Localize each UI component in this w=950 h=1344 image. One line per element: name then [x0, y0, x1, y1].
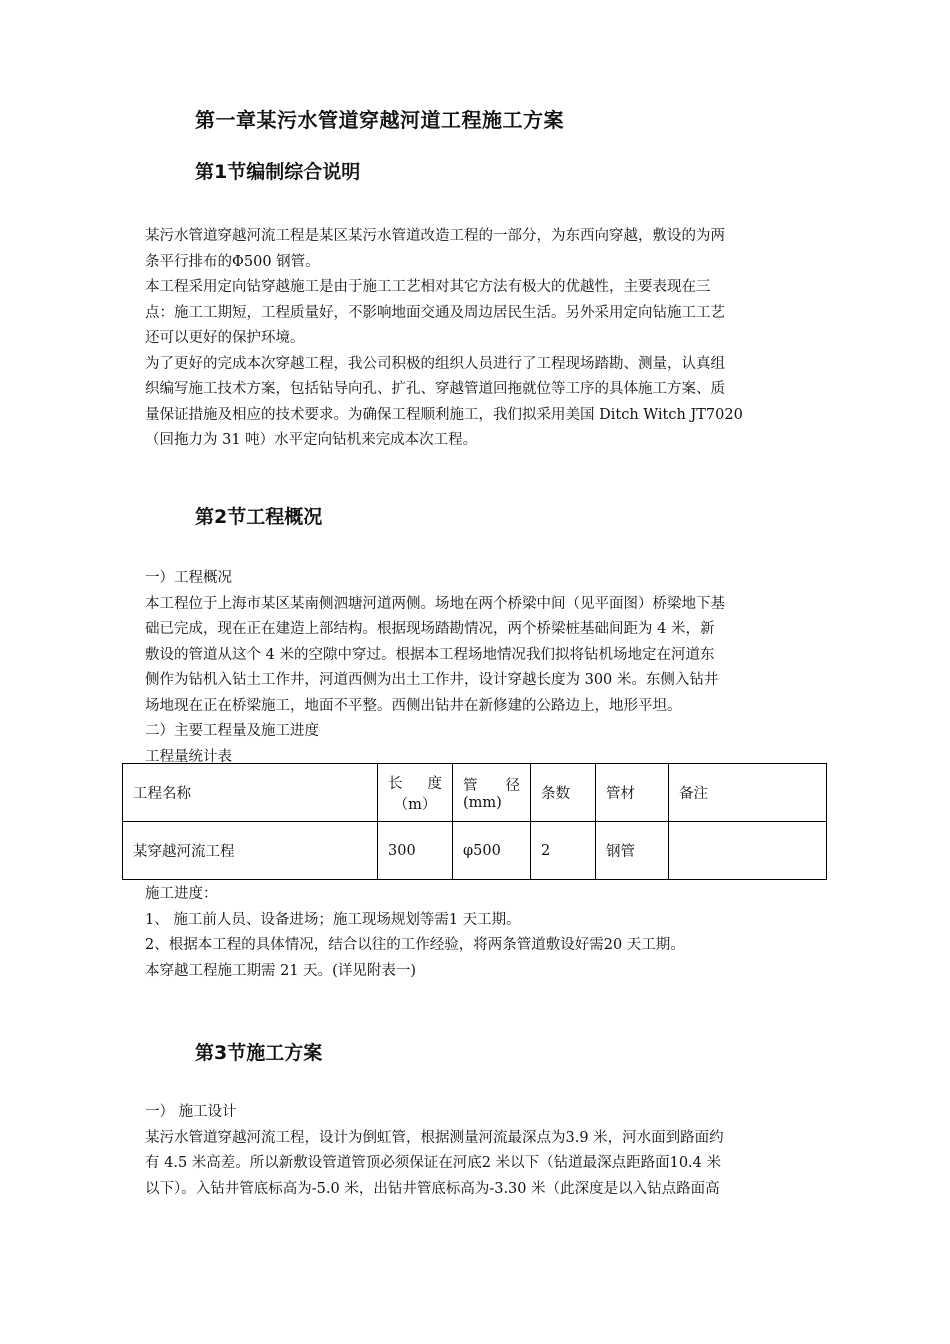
paragraph-line: （回拖力为 31 吨）水平定向钻机来完成本次工程。: [145, 432, 478, 448]
paragraph-line: 场地现在正在桥梁施工，地面不平整。西侧出钻井在新修建的公路边上，地形平坦。: [145, 697, 682, 714]
header-length: 长 度 （m）: [378, 764, 453, 822]
section-2-title: 第2节工程概况: [195, 506, 323, 528]
chapter-title: 第一章某污水管道穿越河道工程施工方案: [195, 108, 564, 132]
schedule-text: [145, 882, 813, 984]
header-remark: 备注: [669, 764, 827, 822]
paragraph-line: 量保证措施及相应的技术要求。为确保工程顺利施工，我们拟采用美国 Ditch Witch JT7020: [145, 406, 743, 423]
cell-name: 某穿越河流工程: [123, 822, 378, 880]
paragraph-line: 某污水管道穿越河流工程，设计为倒虹管，根据测量河流最深点为3.9 米，河水面到路面约: [145, 1129, 724, 1146]
paragraph-line: 础已完成，现在正在建造上部结构。根据现场踏勘情况，两个桥梁桩基础间距为 4 米，新: [145, 621, 715, 637]
table-row: [123, 822, 827, 880]
paragraph-line: 某污水管道穿越河流工程是某区某污水管道改造工程的一部分，为东西向穿越，敷设的为两: [145, 228, 725, 244]
paragraph-line: 织编写施工技术方案，包括钻导向孔、扩孔、穿越管道回拖就位等工序的具体施工方案、质: [145, 381, 725, 397]
paragraph-line: 以下）。入钻井管底标高为-5.0 米，出钻井管底标高为-3.30 米（此深度是以入钻点路面高: [145, 1180, 720, 1197]
paragraph-line: 还可以更好的保护环境。: [145, 330, 305, 346]
paragraph-line: 点：施工工期短，工程质量好，不影响地面交通及周边居民生活。另外采用定向钻施工工艺: [145, 304, 725, 321]
paragraph-line: 敷设的管道从这个 4 米的空隙中穿过。根据本工程场地情况我们拟将钻机场地定在河道东: [145, 646, 715, 663]
table-caption: 工程量统计表: [145, 748, 232, 765]
section-1-body: [145, 224, 813, 454]
table-header-row: [123, 764, 827, 822]
cell-count: 2: [531, 822, 596, 880]
quantity-table: [122, 763, 827, 880]
subheading: 一）工程概况: [145, 570, 232, 586]
paragraph-line: 本工程位于上海市某区某南侧泗塘河道两侧。场地在两个桥梁中间（见平面图）桥梁地下基: [145, 595, 725, 612]
section-1-title: 第1节编制综合说明: [195, 161, 361, 183]
section-3-body: [145, 1100, 813, 1202]
header-diameter: 管 径 (mm): [453, 764, 531, 822]
cell-diameter: φ500: [453, 822, 531, 880]
schedule-line: 1、 施工前人员、设备进场；施工现场规划等需1 天工期。: [145, 911, 521, 928]
paragraph-line: 为了更好的完成本次穿越工程，我公司积极的组织人员进行了工程现场踏勘、测量，认真组: [145, 355, 725, 372]
subheading: 一） 施工设计: [145, 1104, 237, 1120]
section-2-body: [145, 566, 813, 770]
schedule-line: 本穿越工程施工期需 21 天。(详见附表一): [145, 962, 416, 979]
cell-material: 钢管: [596, 822, 669, 880]
cell-remark: [669, 822, 827, 880]
header-count: 条数: [531, 764, 596, 822]
header-material: 管材: [596, 764, 669, 822]
paragraph-line: 有 4.5 米高差。所以新敷设管道管顶必须保证在河底2 米以下（钻道最深点距路面10.4 米: [145, 1155, 722, 1171]
section-3-title: 第3节施工方案: [195, 1042, 323, 1064]
paragraph-line: 条平行排布的Φ500 钢管。: [145, 253, 320, 270]
subheading: 二）主要工程量及施工进度: [145, 723, 319, 739]
header-name: 工程名称: [123, 764, 378, 822]
schedule-line: 2、根据本工程的具体情况，结合以往的工作经验，将两条管道敷设好需20 天工期。: [145, 937, 685, 953]
paragraph-line: 侧作为钻机入钻土工作井，河道西侧为出土工作井，设计穿越长度为 300 米。东侧入钻井: [145, 672, 719, 688]
schedule-line: 施工进度：: [145, 886, 218, 902]
cell-length: 300: [378, 822, 453, 880]
paragraph-line: 本工程采用定向钻穿越施工是由于施工工艺相对其它方法有极大的优越性，主要表现在三: [145, 279, 711, 295]
